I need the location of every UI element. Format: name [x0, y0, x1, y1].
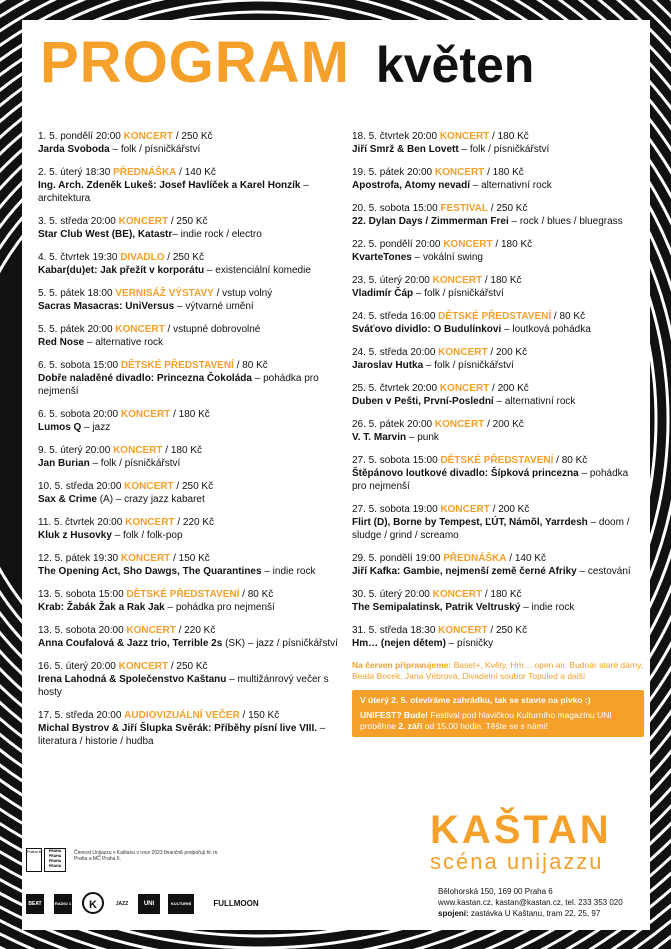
event-genre: – doom / sludge / grind / screamo: [352, 517, 630, 541]
event-body: [352, 287, 644, 300]
event-genre: – jazz: [81, 422, 111, 433]
event-performer: V. T. Marvin: [352, 432, 407, 443]
event-date: 26. 5. pátek 20:00: [352, 419, 435, 430]
event-date: 3. 5. středa 20:00: [38, 216, 119, 227]
event-date: 5. 5. pátek 18:00: [38, 288, 116, 299]
event-genre: – folk / písničkářství: [109, 144, 201, 155]
event-date-line: [38, 444, 338, 457]
unifest-date: 2. září: [398, 721, 423, 731]
partner-logos: [26, 892, 356, 916]
event-category: KONCERT: [124, 481, 174, 492]
event-body: [38, 529, 338, 542]
event-item: [38, 166, 338, 205]
event-date-line: [38, 323, 338, 336]
event-body: [352, 215, 644, 228]
preparing-label: Na červen připravujeme:: [352, 660, 452, 670]
event-body: [352, 179, 644, 192]
event-price: / vstup volný: [213, 288, 273, 299]
event-item: [352, 238, 644, 264]
event-body: [38, 493, 338, 506]
event-price: / 250 Kč: [168, 661, 208, 672]
event-price: / 180 Kč: [484, 167, 524, 178]
event-body: [38, 637, 338, 650]
event-category: DĚTSKÉ PŘEDSTAVENÍ: [120, 360, 234, 371]
event-body: [38, 673, 338, 699]
event-body: [38, 565, 338, 578]
event-category: VERNISÁŽ VÝSTAVY: [115, 288, 214, 299]
event-item: [38, 552, 338, 578]
event-body: [352, 637, 644, 650]
event-performer: Lumos Q: [38, 422, 82, 433]
event-date: 17. 5. středa 20:00: [38, 710, 125, 721]
event-price: / 180 Kč: [492, 239, 533, 250]
event-price: / 180 Kč: [482, 589, 522, 600]
event-category: KONCERT: [113, 445, 163, 456]
event-performer: Apostrofa, Atomy nevadí: [352, 180, 470, 191]
address-block: [438, 886, 623, 919]
event-price: / 200 Kč: [487, 347, 528, 358]
event-body: [352, 565, 644, 578]
event-performer: Štěpánovo loutkové divadlo: Šípková princezna: [352, 468, 579, 479]
event-body: [352, 323, 644, 336]
announcement-box: [352, 690, 644, 737]
event-performer: Flirt (D), Borne by Tempest, ĽÚT, Námõl, Yarrdesh: [352, 517, 588, 528]
event-genre: – vokální swing: [411, 252, 483, 263]
event-date: 25. 5. čtvrtek 20:00: [352, 383, 440, 394]
event-item: [352, 310, 644, 336]
event-item: [38, 660, 338, 699]
event-body: [352, 395, 644, 408]
event-price: / 80 Kč: [239, 589, 274, 600]
event-price: / 80 Kč: [551, 311, 586, 322]
event-genre: – folk / folk-pop: [111, 530, 183, 541]
partner-logo-fullmoon: FULLMOON: [213, 899, 259, 908]
event-date: 2. 5. úterý 18:30: [38, 167, 114, 178]
event-genre: – cestování: [576, 566, 631, 577]
event-price: / 200 Kč: [489, 504, 530, 515]
preparing-text: Baset+, Květy, Hm… open air, Budoár staré dámy, Beata Bocek, Jana Vébrová, Divadelní soubor Topuled a další: [352, 660, 643, 681]
event-category: KONCERT: [118, 216, 169, 227]
event-date: 12. 5. pátek 19:30: [38, 553, 121, 564]
event-date: 27. 5. sobota 15:00: [352, 455, 441, 466]
event-performer: Jan Burian: [38, 458, 90, 469]
event-price: / 180 Kč: [482, 275, 522, 286]
event-date-line: [38, 480, 338, 493]
praha6-logo: [26, 848, 42, 872]
event-category: KONCERT: [115, 324, 165, 335]
event-price: / 140 Kč: [506, 553, 546, 564]
address-transport: [438, 908, 623, 919]
event-date: 22. 5. pondělí 20:00: [352, 239, 444, 250]
event-item: [352, 552, 644, 578]
event-date: 29. 5. pondělí 19:00: [352, 553, 444, 564]
unifest-text: Festival pod hlavičkou Kulturního magazínu UNI proběhne: [360, 710, 612, 731]
event-date-line: [38, 251, 338, 264]
event-genre: – pohádka pro nejmenší: [38, 373, 319, 397]
event-body: [38, 264, 338, 277]
logo-subtitle: scéna unijazzu: [430, 849, 604, 874]
event-date: 13. 5. sobota 15:00: [38, 589, 127, 600]
event-date-line: [352, 166, 644, 179]
event-date: 27. 5. sobota 19:00: [352, 504, 441, 515]
partner-logo-beat: BEAT: [26, 894, 44, 914]
event-category: KONCERT: [118, 661, 169, 672]
announcement-line2: [360, 710, 636, 732]
event-date: 4. 5. čtvrtek 19:30: [38, 252, 121, 263]
event-category: DĚTSKÉ PŘEDSTAVENÍ: [438, 311, 552, 322]
left-column: [38, 130, 338, 758]
event-category: KONCERT: [439, 383, 490, 394]
event-performer: Red Nose: [38, 337, 85, 348]
title-month: květen: [375, 37, 535, 93]
event-category: KONCERT: [126, 625, 176, 636]
event-price: / 180 Kč: [170, 409, 210, 420]
address-contact: www.kastan.cz, kastan@kastan.cz, tel. 233 353 020: [438, 898, 623, 907]
event-category: DĚTSKÉ PŘEDSTAVENÍ: [440, 455, 554, 466]
event-performer: Sváťovo dividlo: O Budulínkovi: [352, 324, 502, 335]
event-price: / 150 Kč: [239, 710, 280, 721]
event-genre: – loutková pohádka: [501, 324, 591, 335]
event-item: [38, 251, 338, 277]
event-genre: – folk / písničkářství: [89, 458, 181, 469]
event-body: [352, 516, 644, 542]
kastan-logo: [430, 810, 612, 874]
event-category: FESTIVAL: [440, 203, 488, 214]
event-date-line: [352, 382, 644, 395]
event-date-line: [38, 660, 338, 673]
event-performer: Irena Lahodná & Společenstvo Kaštanu: [38, 674, 227, 685]
event-category: DIVADLO: [120, 252, 165, 263]
title-program: PROGRAM: [40, 30, 350, 95]
event-date-line: [38, 287, 338, 300]
event-body: [352, 359, 644, 372]
event-date-line: [352, 588, 644, 601]
event-price: / 150 Kč: [170, 553, 210, 564]
event-genre: – alternativní rock: [493, 396, 576, 407]
event-item: [38, 359, 338, 398]
event-performer: Jarda Svoboda: [38, 144, 110, 155]
page-title: [40, 30, 535, 95]
event-date: 1. 5. pondělí 20:00: [38, 131, 124, 142]
event-category: KONCERT: [434, 419, 485, 430]
event-price: / 200 Kč: [489, 383, 529, 394]
event-performer: Duben v Pešti, První-Poslední: [352, 396, 494, 407]
event-item: [38, 480, 338, 506]
event-date: 11. 5. čtvrtek 20:00: [38, 517, 126, 528]
event-date: 16. 5. úterý 20:00: [38, 661, 119, 672]
event-item: [38, 215, 338, 241]
praha-logo: [44, 848, 66, 872]
event-item: [352, 202, 644, 228]
event-item: [38, 588, 338, 614]
event-item: [352, 274, 644, 300]
event-category: DĚTSKÉ PŘEDSTAVENÍ: [126, 589, 240, 600]
event-performer: Kluk z Husovky: [38, 530, 112, 541]
event-body: [352, 467, 644, 493]
event-performer: Hm… (nejen dětem): [352, 638, 446, 649]
event-date: 24. 5. středa 16:00: [352, 311, 439, 322]
event-performer: Dobře naladěné divadlo: Princezna Čokoláda: [38, 373, 252, 384]
event-genre: – pohádka pro nejmenší: [164, 602, 275, 613]
event-genre: (SK) – jazz / písničkářství: [222, 638, 338, 649]
event-date-line: [38, 709, 338, 722]
event-date-line: [352, 130, 644, 143]
event-genre: – indie rock / electro: [172, 229, 262, 240]
event-price: / 250 Kč: [168, 216, 208, 227]
event-performer: KvarteTones: [352, 252, 412, 263]
event-item: [352, 130, 644, 156]
event-item: [352, 624, 644, 650]
event-date: 5. 5. pátek 20:00: [38, 324, 116, 335]
unifest-label: UNIFEST? Bude!: [360, 710, 428, 720]
event-body: [352, 601, 644, 614]
event-genre: – pohádka pro nejmenší: [352, 468, 629, 492]
event-category: AUDIOVIZUÁLNÍ VEČER: [124, 710, 240, 721]
event-body: [38, 228, 338, 241]
event-genre: – folk / písničkářství: [413, 288, 504, 299]
event-genre: – punk: [406, 432, 439, 443]
event-date: 13. 5. sobota 20:00: [38, 625, 127, 636]
event-item: [38, 130, 338, 156]
event-date-line: [352, 624, 644, 637]
event-category: KONCERT: [120, 409, 171, 420]
event-price: / 250 Kč: [173, 131, 213, 142]
event-item: [352, 382, 644, 408]
event-category: PŘEDNÁŠKA: [113, 167, 177, 178]
event-genre: – folk / písničkářství: [458, 144, 550, 155]
event-body: [38, 601, 338, 614]
event-date-line: [38, 359, 338, 372]
event-performer: The Opening Act, Sho Dawgs, The Quarantines: [38, 566, 262, 577]
event-genre: – folk / písničkářství: [423, 360, 514, 371]
event-body: [38, 143, 338, 156]
event-item: [352, 418, 644, 444]
event-date-line: [38, 588, 338, 601]
event-date-line: [38, 516, 338, 529]
event-genre: – alternativní rock: [469, 180, 552, 191]
event-date-line: [352, 274, 644, 287]
event-category: KONCERT: [120, 553, 171, 564]
event-category: KONCERT: [432, 589, 483, 600]
event-genre: – existenciální komedie: [204, 265, 311, 276]
event-date: 19. 5. pátek 20:00: [352, 167, 435, 178]
event-date-line: [352, 310, 644, 323]
event-body: [38, 372, 338, 398]
event-item: [352, 503, 644, 542]
event-price: / 220 Kč: [174, 517, 215, 528]
event-genre: – písničky: [445, 638, 494, 649]
event-item: [352, 454, 644, 493]
event-date-line: [352, 503, 644, 516]
event-body: [38, 300, 338, 313]
event-date-line: [352, 346, 644, 359]
event-performer: Anna Coufalová & Jazz trio, Terrible 2s: [38, 638, 223, 649]
preparing-note: [352, 660, 644, 682]
event-price: / 250 Kč: [173, 481, 214, 492]
event-performer: Jiří Kafka: Gambie, nejmenší země černé Afriky: [352, 566, 577, 577]
event-price: / vstupné dobrovolné: [164, 324, 261, 335]
event-performer: Ing. Arch. Zdeněk Lukeš: Josef Havlíček a Karel Honzík: [38, 180, 301, 191]
event-body: [38, 179, 338, 205]
event-genre: – literatura / historie / hudba: [38, 723, 326, 747]
event-date: 24. 5. středa 20:00: [352, 347, 439, 358]
event-date: 18. 5. čtvrtek 20:00: [352, 131, 440, 142]
address-street: Bělohorská 150, 169 00 Praha 6: [438, 887, 553, 896]
event-performer: Vladimír Čáp: [352, 288, 414, 299]
event-performer: Kabar(du)et: Jak přežít v korporátu: [38, 265, 205, 276]
partner-logo-jazz: JAZZ: [115, 901, 129, 907]
right-column: [352, 130, 644, 737]
partner-logo-k: K: [82, 892, 104, 914]
event-price: / 180 Kč: [162, 445, 202, 456]
event-date: 10. 5. středa 20:00: [38, 481, 125, 492]
event-price: / 140 Kč: [176, 167, 216, 178]
event-category: KONCERT: [438, 625, 488, 636]
poster-page: [22, 20, 650, 930]
event-price: / 250 Kč: [164, 252, 204, 263]
event-date: 23. 5. úterý 20:00: [352, 275, 433, 286]
right-events: [352, 130, 644, 650]
event-price: / 180 Kč: [489, 131, 529, 142]
event-category: KONCERT: [125, 517, 175, 528]
event-date: 30. 5. úterý 20:00: [352, 589, 433, 600]
event-category: KONCERT: [438, 347, 488, 358]
event-date-line: [352, 238, 644, 251]
event-genre: – multižánrový večer s hosty: [38, 674, 329, 698]
event-performer: Jaroslav Hutka: [352, 360, 424, 371]
event-date-line: [352, 202, 644, 215]
event-genre: – rock / blues / bluegrass: [508, 216, 623, 227]
event-body: [38, 336, 338, 349]
event-category: KONCERT: [123, 131, 174, 142]
event-performer: Jiří Smrž & Ben Lovett: [352, 144, 459, 155]
event-body: [38, 457, 338, 470]
event-price: / 80 Kč: [233, 360, 268, 371]
event-item: [38, 408, 338, 434]
event-performer: Star Club West (BE), Katastr: [38, 229, 173, 240]
transport-text: zastávka U Kaštanu, tram 22, 25, 97: [468, 909, 601, 918]
event-performer: Krab: Žabák Žak a Rak Jak: [38, 602, 165, 613]
event-performer: 22. Dylan Days / Zimmerman Frei: [352, 216, 509, 227]
event-genre: – architektura: [38, 180, 309, 204]
event-body: [352, 431, 644, 444]
praha-grid-text: PRAHA PRAHA PRAHA PRAHA: [48, 849, 62, 868]
partner-logo-kulturni: KULTURNÍ: [168, 894, 194, 914]
event-genre: – alternative rock: [84, 337, 164, 348]
event-category: KONCERT: [443, 239, 493, 250]
event-category: KONCERT: [439, 131, 490, 142]
event-body: [38, 421, 338, 434]
announcement-line1: V úterý 2. 5. otevíráme zahrádku, tak se stavte na pivko :): [360, 695, 591, 705]
event-item: [38, 323, 338, 349]
event-date: 31. 5. středa 18:30: [352, 625, 439, 636]
praha6-text: Praha 6: [27, 849, 42, 854]
event-category: KONCERT: [434, 167, 485, 178]
event-performer: The Semipalatinsk, Patrik Veltruský: [352, 602, 521, 613]
event-price: / 250 Kč: [488, 203, 528, 214]
event-date-line: [38, 215, 338, 228]
event-performer: Sacras Masacras: UniVersus: [38, 301, 175, 312]
event-price: / 80 Kč: [553, 455, 588, 466]
event-item: [352, 588, 644, 614]
event-date: 6. 5. sobota 20:00: [38, 409, 121, 420]
event-price: / 200 Kč: [484, 419, 524, 430]
event-date-line: [352, 418, 644, 431]
event-date: 9. 5. úterý 20:00: [38, 445, 114, 456]
event-genre: – indie rock: [520, 602, 575, 613]
event-date: 6. 5. sobota 15:00: [38, 360, 121, 371]
logo-name: KAŠTAN: [430, 808, 612, 852]
event-price: / 220 Kč: [175, 625, 216, 636]
unifest-end: od 15.00 hodin. Těšte se s námi!: [422, 721, 548, 731]
event-item: [38, 287, 338, 313]
event-category: KONCERT: [440, 504, 490, 515]
event-category: PŘEDNÁŠKA: [443, 553, 507, 564]
event-performer: Sax & Crime: [38, 494, 97, 505]
event-item: [38, 516, 338, 542]
event-genre: – výtvarné umění: [174, 301, 254, 312]
support-text: Činnost Unijazzu v Kaštanu v roce 2023 finančně podpořují hl. m. Praha a MČ Praha 6.: [74, 850, 219, 862]
event-date-line: [38, 166, 338, 179]
event-date-line: [352, 454, 644, 467]
event-date-line: [352, 552, 644, 565]
event-price: / 250 Kč: [487, 625, 528, 636]
event-item: [38, 624, 338, 650]
event-date-line: [38, 624, 338, 637]
partner-logo-radio1: RADIO 1: [54, 894, 72, 914]
event-item: [38, 444, 338, 470]
event-body: [352, 251, 644, 264]
event-genre: (A) – crazy jazz kabaret: [96, 494, 205, 505]
event-item: [38, 709, 338, 748]
event-date-line: [38, 408, 338, 421]
event-date-line: [38, 130, 338, 143]
event-date: 20. 5. sobota 15:00: [352, 203, 441, 214]
event-item: [352, 166, 644, 192]
event-item: [352, 346, 644, 372]
event-body: [352, 143, 644, 156]
event-date-line: [38, 552, 338, 565]
transport-label: spojení:: [438, 909, 469, 918]
event-body: [38, 722, 338, 748]
event-genre: – indie rock: [261, 566, 316, 577]
event-performer: Michal Bystrov & Jiří Šlupka Svěrák: Příběhy písní live VIII.: [38, 723, 317, 734]
partner-logo-uni: UNI: [138, 894, 160, 914]
event-category: KONCERT: [432, 275, 483, 286]
